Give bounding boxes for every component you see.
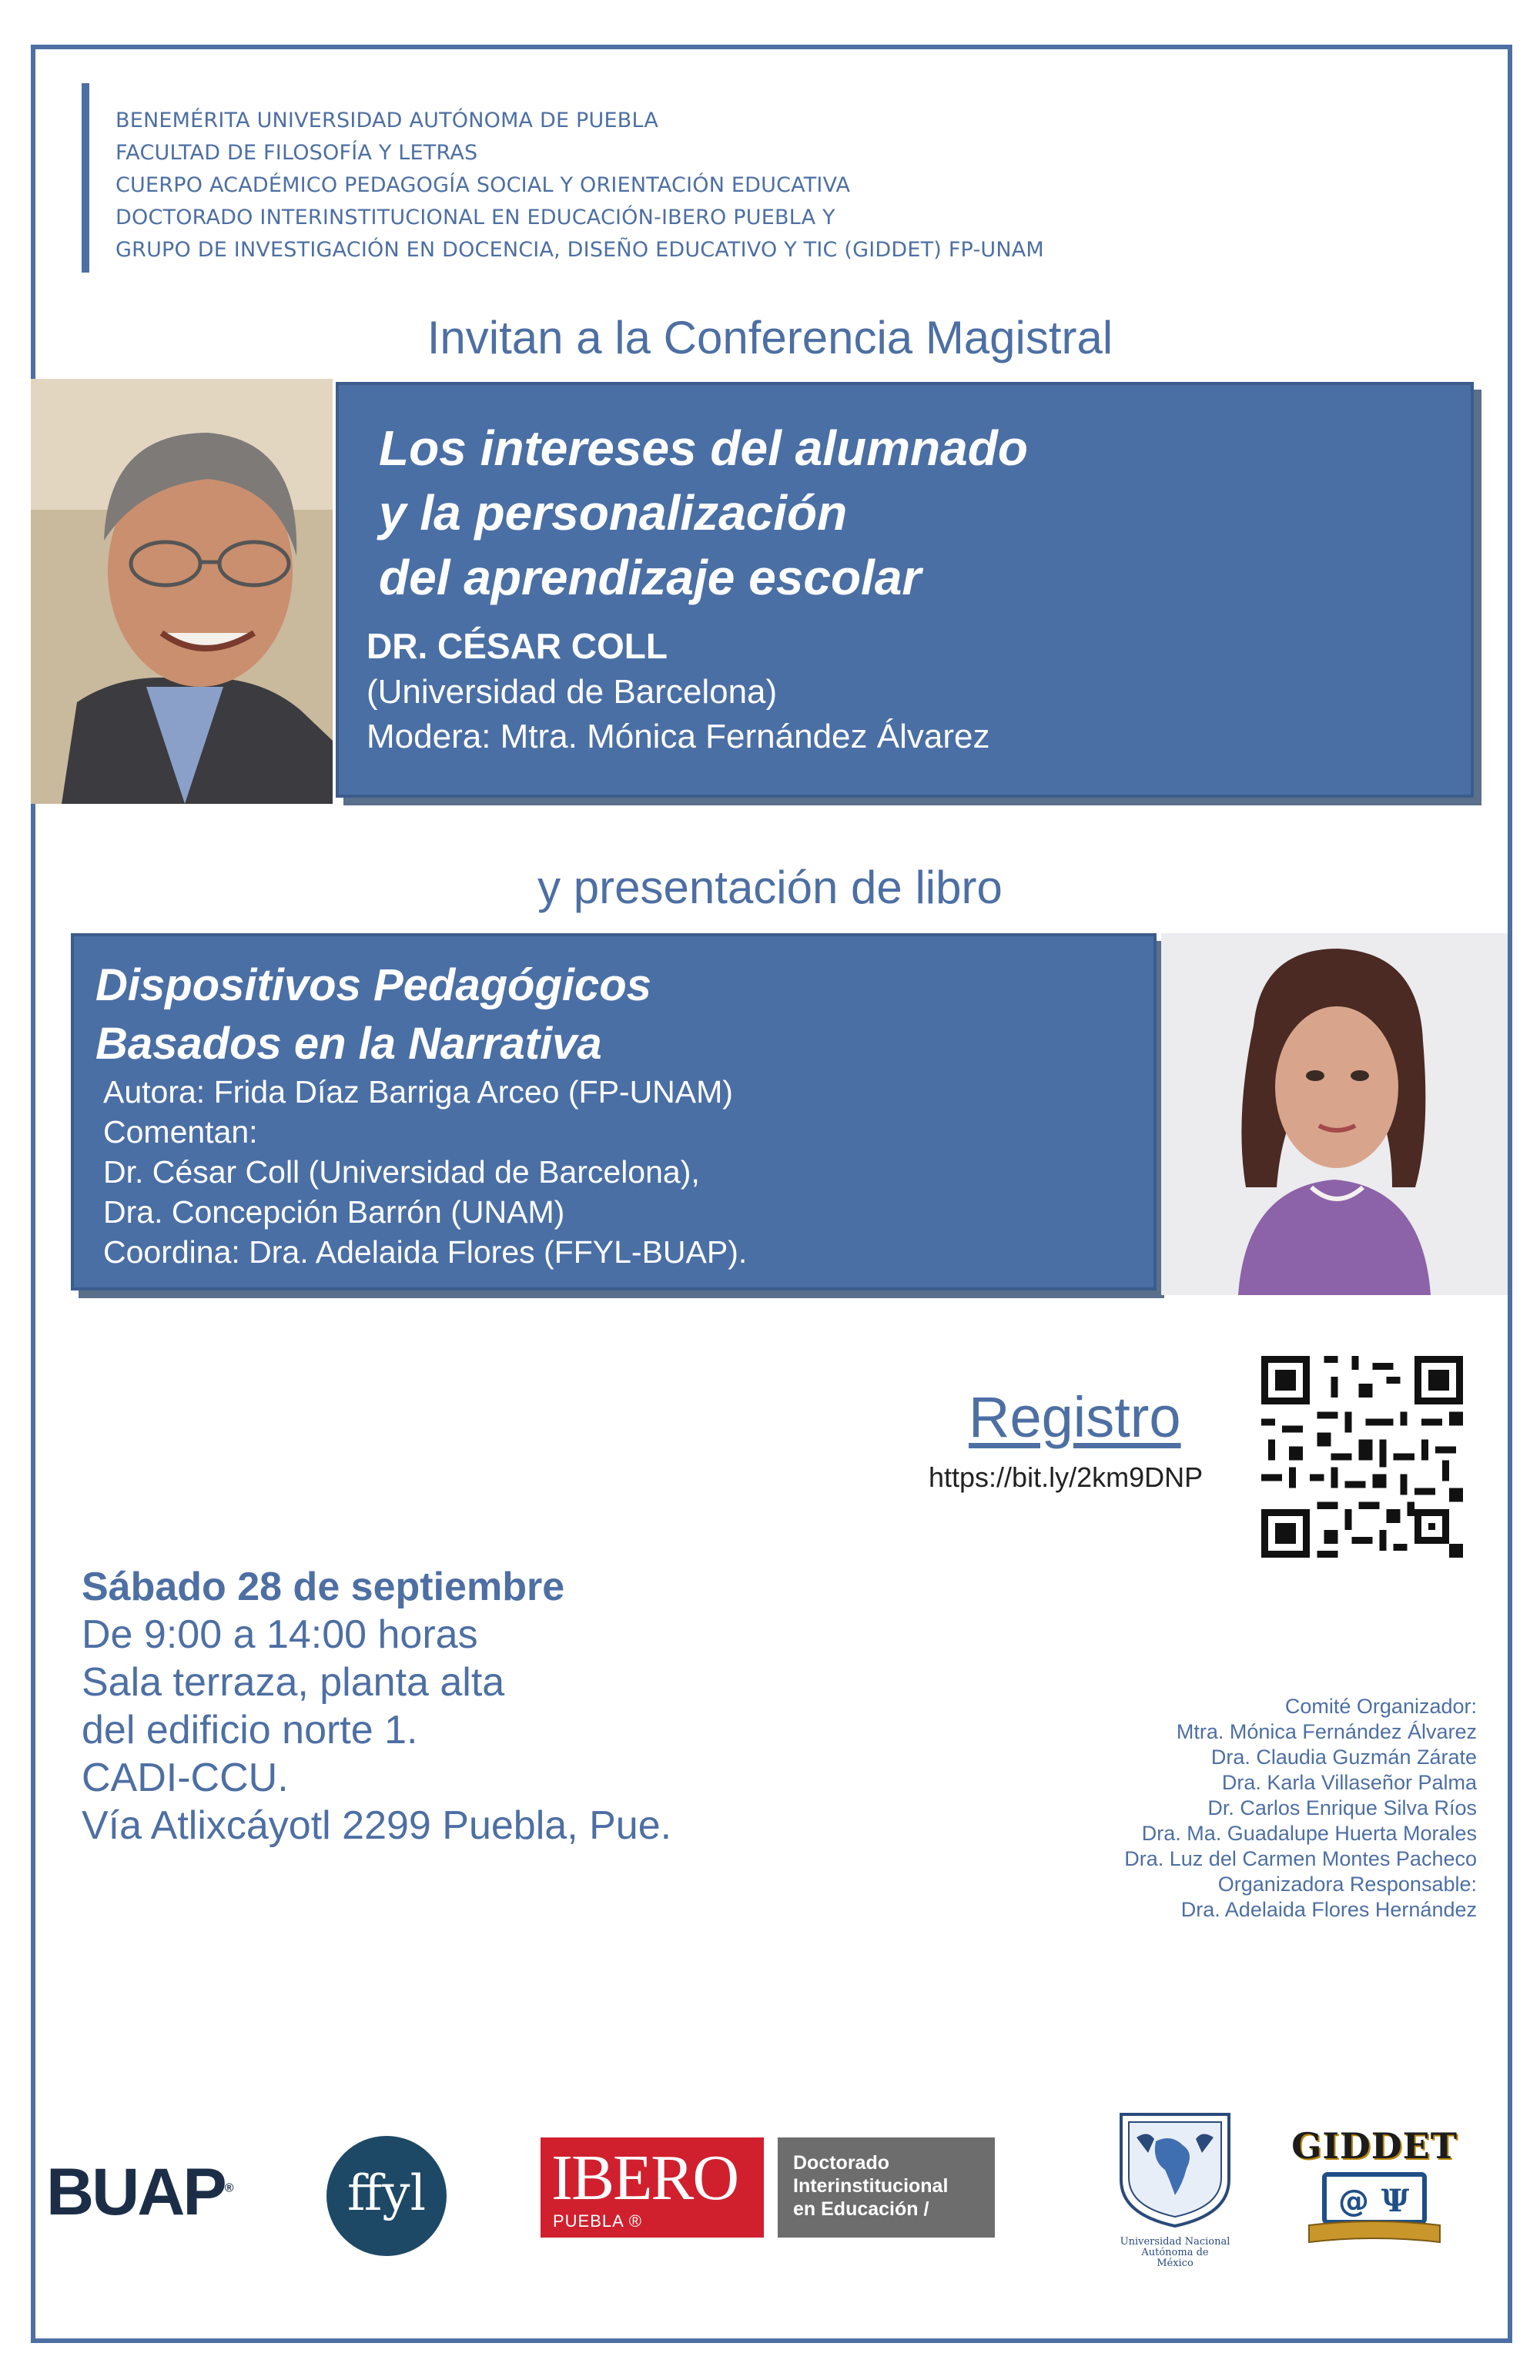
book-title	[95, 956, 651, 1073]
institution-line: FACULTAD DE FILOSOFÍA Y LETRAS	[116, 141, 478, 165]
doctorado-logo-line: Interinstitucional	[793, 2175, 949, 2197]
buap-logo-text: BUAP	[46, 2155, 225, 2229]
event-detail-line: del edificio norte 1.	[82, 1708, 418, 1752]
institution-line: GRUPO DE INVESTIGACIÓN EN DOCENCIA, DISEÑO EDUCATIVO Y TIC (GIDDET) FP-UNAM	[116, 238, 1044, 262]
giddet-emblem-icon	[1301, 2171, 1448, 2248]
unam-logo	[1100, 2107, 1250, 2271]
conference-title	[379, 416, 1028, 610]
book-presentation-heading: y presentación de libro	[537, 862, 1003, 913]
speaker-photo	[31, 379, 333, 804]
committee-line: Dra. Karla Villaseñor Palma	[1221, 1771, 1477, 1794]
institution-line: BENEMÉRITA UNIVERSIDAD AUTÓNOMA DE PUEBLA	[116, 109, 659, 132]
qr-code-icon[interactable]	[1261, 1355, 1463, 1558]
unam-caption-line: Autónoma de	[1141, 2247, 1209, 2258]
buap-logo	[46, 2154, 233, 2231]
svg-text:Ψ: Ψ	[1381, 2183, 1410, 2219]
book-detail-line: Coordina: Dra. Adelaida Flores (FFYL-BUAP).	[103, 1234, 748, 1270]
conference-box	[336, 382, 1474, 798]
event-detail-line: Vía Atlixcáyotl 2299 Puebla, Pue.	[82, 1803, 672, 1848]
book-title-line: Dispositivos Pedagógicos	[95, 960, 651, 1010]
author-portrait-illustration	[1161, 933, 1508, 1295]
book-detail-line: Autora: Frida Díaz Barriga Arceo (FP-UNAM)	[103, 1074, 733, 1110]
organizing-committee	[1124, 1694, 1477, 1923]
committee-line: Dra. Ma. Guadalupe Huerta Morales	[1141, 1822, 1477, 1845]
book-box	[71, 933, 1157, 1290]
moderator: Modera: Mtra. Mónica Fernández Álvarez	[367, 718, 990, 755]
doctorado-logo-line: en Educación /	[793, 2198, 929, 2220]
ibero-logo	[541, 2137, 764, 2238]
registration-link[interactable]: Registro	[969, 1385, 1181, 1449]
invite-heading: Invitan a la Conferencia Magistral	[427, 312, 1113, 363]
conference-title-line: Los intereses del alumnado	[379, 420, 1028, 476]
doctorado-logo	[778, 2137, 995, 2238]
conference-title-line: del aprendizaje escolar	[379, 550, 922, 605]
event-info	[82, 1563, 671, 1849]
giddet-logo-text: GIDDET	[1291, 2125, 1458, 2167]
ibero-logo-text: IBERO	[551, 2142, 738, 2214]
institution-line: CUERPO ACADÉMICO PEDAGOGÍA SOCIAL Y ORIENTACIÓN EDUCATIVA	[116, 173, 851, 197]
committee-line: Organizadora Responsable:	[1217, 1873, 1477, 1896]
committee-line: Comité Organizador:	[1284, 1695, 1477, 1718]
committee-line: Dra. Luz del Carmen Montes Pacheco	[1124, 1847, 1477, 1870]
book-detail-line: Comentan:	[103, 1114, 258, 1150]
event-detail-line: Sala terraza, planta alta	[82, 1660, 505, 1705]
committee-line: Mtra. Mónica Fernández Álvarez	[1176, 1720, 1477, 1743]
institutions-accent-bar	[82, 83, 89, 273]
ffyl-logo: ffyl	[326, 2136, 447, 2256]
unam-caption-line: México	[1157, 2258, 1194, 2269]
book-detail-line: Dr. César Coll (Universidad de Barcelona),	[103, 1154, 700, 1190]
ibero-logo-subtext: PUEBLA ®	[553, 2211, 642, 2231]
speaker-name: DR. CÉSAR COLL	[367, 626, 668, 666]
giddet-logo	[1278, 2125, 1471, 2256]
unam-caption-line: Universidad Nacional	[1120, 2236, 1230, 2248]
event-detail-line: CADI-CCU.	[82, 1756, 289, 1800]
committee-line: Dra. Adelaida Flores Hernández	[1180, 1898, 1477, 1921]
speaker-affiliation: (Universidad de Barcelona)	[367, 673, 778, 711]
conference-title-line: y la personalización	[379, 485, 848, 541]
institutions-list	[116, 105, 1044, 266]
committee-line: Dra. Claudia Guzmán Zárate	[1210, 1746, 1477, 1769]
institution-line: DOCTORADO INTERINSTITUCIONAL EN EDUCACIÓN-IBERO PUEBLA Y	[116, 206, 835, 229]
event-detail-line: De 9:00 a 14:00 horas	[82, 1612, 478, 1657]
giddet-badge-icon	[1301, 2171, 1448, 2248]
book-title-line: Basados en la Narrativa	[95, 1019, 602, 1069]
committee-line: Dr. Carlos Enrique Silva Ríos	[1207, 1796, 1477, 1819]
book-detail-line: Dra. Concepción Barrón (UNAM)	[103, 1194, 565, 1230]
speaker-portrait-illustration	[31, 379, 333, 804]
buap-registered-mark: ®	[224, 2181, 234, 2195]
registration-url[interactable]: https://bit.ly/2km9DNP	[929, 1461, 1204, 1493]
unam-caption	[1100, 2237, 1250, 2269]
book-details	[103, 1072, 747, 1272]
event-date: Sábado 28 de septiembre	[82, 1565, 565, 1609]
svg-text:@: @	[1338, 2184, 1369, 2219]
unam-crest-icon	[1110, 2107, 1240, 2230]
author-photo	[1161, 933, 1508, 1295]
doctorado-logo-line: Doctorado	[793, 2152, 889, 2174]
